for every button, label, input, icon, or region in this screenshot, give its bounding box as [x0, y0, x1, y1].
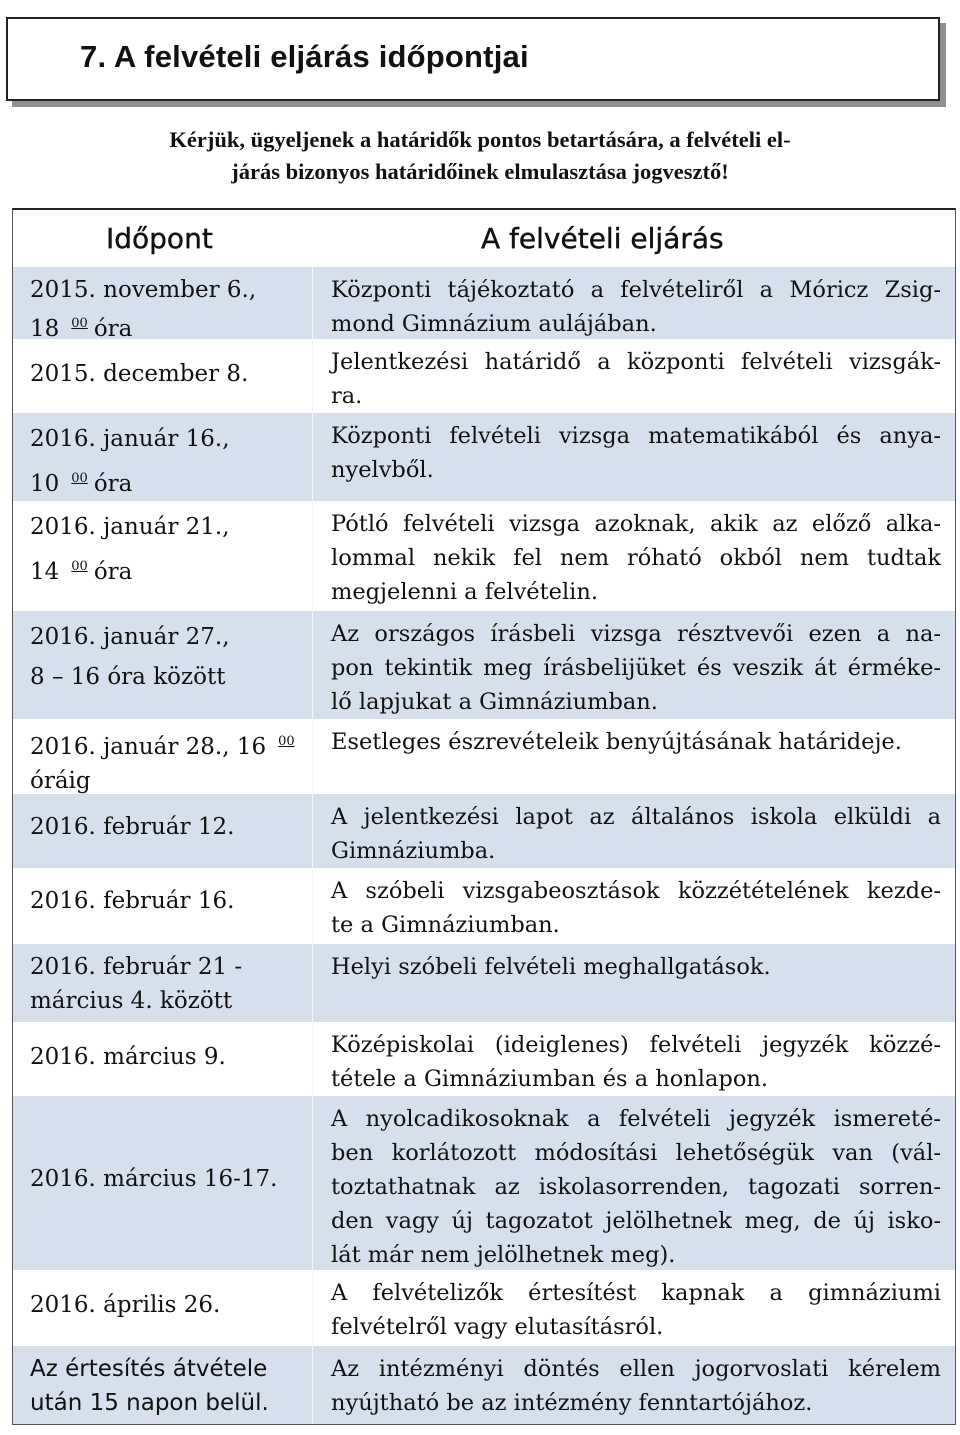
- table-row: [13, 339, 955, 413]
- header-date: Időpont: [106, 222, 213, 255]
- table-row: [13, 1022, 955, 1096]
- date-cell: Az értesítés átvétele után 15 napon belül.: [13, 1346, 313, 1424]
- description-cell: A szóbeli vizsgabeosztások közzétételének kezde- te a Gimnáziumban.: [331, 878, 941, 938]
- schedule-table: [12, 208, 956, 1425]
- table-row: [13, 1270, 955, 1346]
- table-row: [13, 1346, 955, 1425]
- description-cell: Középiskolai (ideiglenes) felvételi jegyzék közzé- tétele a Gimnáziumban és a honlapon.: [331, 1032, 941, 1092]
- table-row: [13, 719, 955, 794]
- date-cell: 2016. január 27., 8 – 16 óra között: [13, 611, 313, 719]
- date-cell: 2016. március 16-17.: [13, 1096, 313, 1270]
- description-cell: A jelentkezési lapot az általános iskola elküldi a Gimnáziumba.: [331, 804, 941, 864]
- header-procedure: A felvételi eljárás: [481, 222, 724, 255]
- table-row: [13, 868, 955, 944]
- date-cell: 2016. április 26.: [13, 1270, 313, 1346]
- description-cell: Helyi szóbeli felvételi meghallgatások.: [331, 954, 771, 980]
- table-row: [13, 413, 955, 501]
- description-cell: Az intézményi döntés ellen jogorvoslati kérelem nyújtható be az intézmény fenntartójához.: [331, 1356, 941, 1416]
- date-cell: 2016. február 21 - március 4. között: [13, 944, 313, 1022]
- description-cell: Esetleges észrevételeik benyújtásának határideje.: [331, 729, 902, 755]
- date-cell: 2016. február 12.: [13, 794, 313, 868]
- section-title-box: [6, 17, 940, 101]
- deadline-warning: [30, 124, 930, 188]
- table-header: [13, 210, 955, 267]
- warning-line-2: járás bizonyos határidőinek elmulasztása jogvesztő!: [231, 159, 729, 184]
- date-cell: 2015. december 8.: [13, 339, 313, 413]
- date-cell: 2015. november 6., 18 $^{00}$ óra: [13, 267, 313, 339]
- table-row: [13, 1096, 955, 1270]
- date-cell: 2016. január 28., 16 $^{00}$ óráig: [13, 719, 313, 794]
- description-cell: Központi felvételi vizsga matematikából és anya- nyelvből.: [331, 423, 941, 483]
- description-cell: Jelentkezési határidő a központi felvételi vizsgák- ra.: [331, 349, 941, 409]
- table-row: [13, 611, 955, 719]
- description-cell: A felvételizők értesítést kapnak a gimnáziumi felvételről vagy elutasításról.: [331, 1280, 941, 1340]
- description-cell: Az országos írásbeli vizsga résztvevői ezen a na- pon tekintik meg írásbelijüket és veszik át érméke- lő lapjukat a Gimnáziumban.: [331, 621, 941, 715]
- table-row: [13, 944, 955, 1022]
- section-title: 7. A felvételi eljárás időpontjai: [80, 39, 529, 74]
- date-cell: 2016. január 16., 10 $^{00}$ óra: [13, 413, 313, 501]
- date-cell: 2016. január 21., 14 $^{00}$ óra: [13, 501, 313, 611]
- description-cell: A nyolcadikosoknak a felvételi jegyzék ismereté- ben korlátozott módosítási lehetőségük van (vál- toztathatnak az iskolasorrenden, tagozati sorren- den vagy új tagozatot jelölhetnek meg, de új isko- lát már nem jelölhetnek meg).: [331, 1106, 941, 1268]
- table-row: [13, 501, 955, 611]
- table-row: [13, 267, 955, 342]
- table-row: [13, 794, 955, 868]
- warning-line-1: Kérjük, ügyeljenek a határidők pontos betartására, a felvételi el-: [169, 127, 791, 152]
- date-cell: 2016. február 16.: [13, 868, 313, 944]
- description-cell: Pótló felvételi vizsga azoknak, akik az előző alka- lommal nekik fel nem róható okból nem tudtak megjelenni a felvételin.: [331, 511, 941, 605]
- date-cell: 2016. március 9.: [13, 1022, 313, 1096]
- description-cell: Központi tájékoztató a felvételiről a Móricz Zsig- mond Gimnázium aulájában.: [331, 277, 941, 337]
